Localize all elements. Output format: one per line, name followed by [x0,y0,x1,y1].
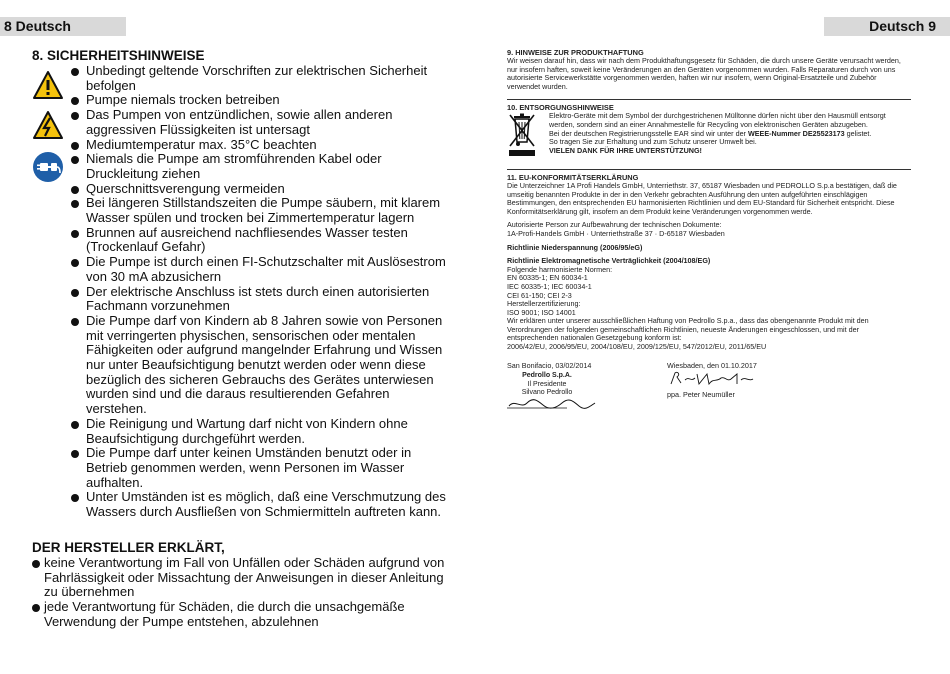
disposal-section [507,103,911,161]
list-item: jede Verantwortung für Schäden, die durch die unsachgemäße Verwendung der Pumpe entstehen, abzulehnen [32,600,452,629]
divider [507,99,911,100]
liability-title: 9. HINWEISE ZUR PRODUKTHAFTUNG [507,48,644,57]
disposal-text: Elektro-Geräte mit dem Symbol der durchgestrichenen Mülltonne dürfen nicht über den Hausmüll entsorgt werden, sondern sind an einer Annahmestelle für Recycling von elektronischen Geräten abzugeben. [549,111,886,129]
registration-suffix: gelistet. [846,128,872,138]
right-page [507,48,911,422]
list-item: Mediumtemperatur max. 35°C beachten [70,138,452,153]
safety-list [70,64,452,520]
thanks-text: VIELEN DANK FÜR IHRE UNTERSTÜTZUNG! [549,145,702,155]
list-item: Die Pumpe ist durch einen FI-Schutzschalter mit Auslösestrom von 30 mA abzusichern [70,255,452,284]
norm-line: IEC 60335-1; IEC 60034-1 [507,281,592,291]
handwritten-signature-left [507,397,597,411]
disconnect-plug-icon [32,151,64,183]
environment-text: So tragen Sie zur Erhaltung und zum Schutz unserer Umwelt bei. [549,137,757,147]
auth-person: 1A-Profi-Handels GmbH · Unterriethstraße 37 · D-65187 Wiesbaden [507,228,725,238]
left-page [32,46,452,629]
list-item: Der elektrische Anschluss ist stets durch einen autorisierten Fachmann vorzunehmen [70,285,452,314]
weee-number: WEEE-Nummer DE25523173 [747,128,845,138]
list-item: Querschnittsverengung vermeiden [70,182,452,197]
page-header-right: Deutsch 9 [824,17,950,36]
left-place-date: San Bonifacio, 03/02/2014 [507,360,592,370]
handwritten-signature-right [667,370,757,388]
list-item: Bei längeren Stillstandszeiten die Pumpe säubern, mit klarem Wasser spülen und trocken bei Zimmertemperatur lagern [70,196,452,225]
warning-exclamation-icon [32,70,64,100]
stamp-company: Pedrollo S.p.A. [522,372,572,380]
cert-value: ISO 9001; ISO 14001 [507,307,576,317]
norm-line: EN 60335-1; EN 60034-1 [507,273,588,283]
list-item: Pumpe niemals trocken betreiben [70,93,452,108]
stamp-name: Silvano Pedrollo [521,389,573,397]
liability-text: Wir weisen darauf hin, dass wir nach dem Produkthaftungsgesetz für Schäden, die durch unsere Geräte verursacht werden, nur insofern haften, soweit keine Veränderungen an den Geräten vorgenommen wurden. Falls Reparaturen durch von uns autorisierte Servicewerkstätte vorgenommen werden, haften wir nur insofern, wenn Original-Ersatzteile und Zubehör verwendet wurden. [507,56,901,91]
page-header-left: 8 Deutsch [0,17,126,36]
cert-label: Herstellerzertifizierung: [507,299,581,309]
declaration-title: DER HERSTELLER ERKLÄRT, [32,539,225,555]
liability-section [507,48,911,91]
right-signatory: ppa. Peter Neumüller [667,389,735,399]
conformity-title: 11. EU-KONFORMITÄTSERKLÄRUNG [507,172,639,182]
norms-label: Folgende harmonisierte Normen: [507,264,613,274]
disposal-title: 10. ENTSORGUNGSHINWEISE [507,103,614,113]
registration-prefix: Bei der deutschen Registrierungsstelle EAR sind wir unter der [549,128,746,138]
list-item: Brunnen auf ausreichend nachfliesendes Wasser testen (Trockenlauf Gefahr) [70,226,452,255]
crossed-bin-icon [507,112,539,161]
list-item: Unter Umständen ist es möglich, daß eine Verschmutzung des Wassers durch Ausfließen von Schmiermitteln auftreten kann. [70,490,452,519]
conformity-final: Wir erklären unter unserer ausschließlichen Haftung von Pedrollo S.p.a., dass das obengenannte Produkt mit den Verordnungen der folgenden gemeinschaftlichen Richtlinien, neueste Änderungen eingeschlossen, und mit der entsprechenden nationalen Gesetzgebung konform ist: [507,316,869,343]
company-stamp [507,372,587,397]
list-item: Die Reinigung und Wartung darf nicht von Kindern ohne Beaufsichtigung durchgeführt werden. [70,417,452,446]
list-item: Das Pumpen von entzündlichen, sowie allen anderen aggressiven Flüssigkeiten ist untersagt [70,108,452,137]
list-item: Die Pumpe darf von Kindern ab 8 Jahren sowie von Personen mit verringerten physischen, sensorischen oder mentalen Fähigkeiten oder aufgrund mangelnder Erfahrung und Wissen nur unter Beaufsichtigung benutzt werden oder wenn diese bezüglich des sicheren Gebrauchs des Gerätes unterwiesen wurden sind und die daraus resultierenden Gefahren verstehen. [70,314,452,417]
emc-directive: Richtlinie Elektromagnetische Verträglichkeit (2004/108/EG) [507,256,711,266]
declaration-list [32,556,452,630]
list-item: Die Pumpe darf unter keinen Umständen benutzt oder in Betrieb genommen werden, wenn Personen im Wasser aufhalten. [70,446,452,490]
signature-1aprofi [667,362,827,414]
signatures [507,362,911,414]
lv-directive: Richtlinie Niederspannung (2006/95/eG) [507,242,643,252]
final-directives: 2006/42/EU, 2006/95/EU, 2004/108/EU, 2009/125/EU, 547/2012/EU, 2011/65/EU [507,342,767,352]
list-item: Unbedingt geltende Vorschriften zur elektrischen Sicherheit befolgen [70,64,452,93]
norm-line: CEI 61-150; CEI 2-3 [507,290,572,300]
list-item: Niemals die Pumpe am stromführenden Kabel oder Druckleitung ziehen [70,152,452,181]
right-place-date: Wiesbaden, den 01.10.2017 [667,360,757,370]
signature-pedrollo [507,362,667,414]
conformity-section [507,173,911,414]
auth-label: Autorisierte Person zur Aufbewahrung der technischen Dokumente: [507,220,722,230]
divider [507,169,911,170]
stamp-role: Il Presidente [527,380,567,388]
list-item: keine Verantwortung im Fall von Unfällen oder Schäden aufgrund von Fahrlässigkeit oder Missachtung der Anweisungen in dieser Anleitung zu übernehmen [32,556,452,600]
electrical-hazard-icon [32,110,64,140]
safety-title: 8. SICHERHEITSHINWEISE [32,48,205,63]
conformity-intro: Die Unterzeichner 1A Profi Handels GmbH, Unterriethstr. 37, 65187 Wiesbaden und PEDROLLO S.p.a bestätigen, daß die umseitig benannten Produkte in der in den Verkehr gebrachten Ausführung den unten aufgeführten einschlägigen Bestimmungen, den entsprechenden EU harmonisierten Richtlinien und dem EU-Standard für Sicherheit entspricht. Diese Konformitätserklärung gilt, insofern an dem Produkt keine Veränderungen vorgenommen werde. [507,180,897,216]
